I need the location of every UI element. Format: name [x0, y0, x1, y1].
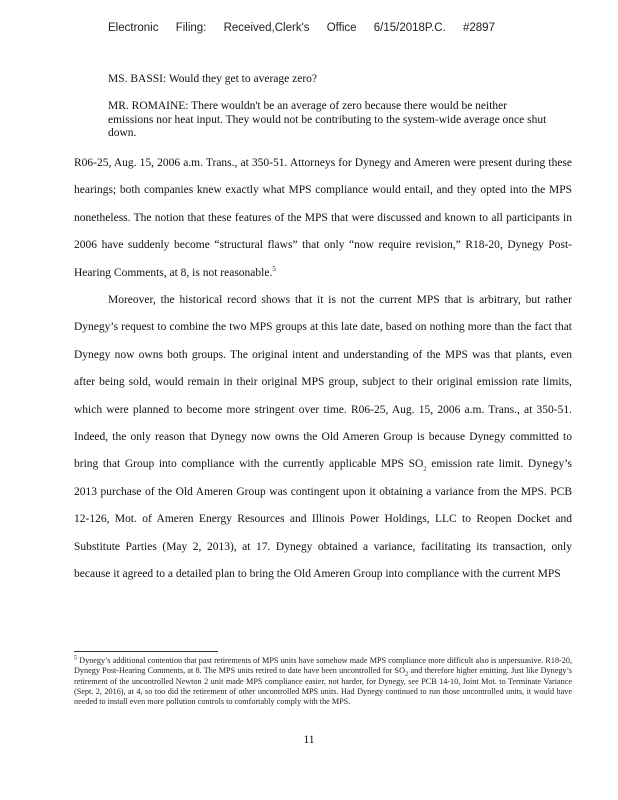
footnote-mark: 5	[74, 655, 77, 662]
footnote	[74, 656, 572, 707]
footnote-divider	[74, 651, 218, 652]
header-electronic: Electronic	[108, 22, 159, 34]
quote-bassi: MS. BASSI: Would they get to average zero?	[108, 73, 318, 85]
header-date: 6/15/2018P.C.	[373, 22, 446, 34]
paragraph-1	[74, 150, 572, 287]
paragraph-2	[74, 287, 572, 588]
header-office: Office	[326, 22, 357, 34]
footnote-ref[interactable]: 5	[272, 264, 276, 273]
paragraph-2-part2: emission rate limit. Dynegy’s 2013 purchase of the Old Ameren Group was contingent upon it obtaining a variance from the MPS. PCB 12-126, Mot. of Ameren Energy Resources and Illinois Power Holdings, LLC to Reopen Docket and Substitute Parties (May 2, 2013), at 17. Dynegy obtained a variance, facilitating its transaction, only because it agreed to a detailed plan to bring the Old Ameren Group into compliance with the current MPS	[74, 458, 572, 581]
header-filing: Filing:	[175, 22, 207, 34]
footnote-part1: Dynegy’s additional contention that past retirements of MPS units have somehow made MPS compliance more difficult also is unpersuasive. R18-20, Dynegy Post-Hearing Comments, at 8. The MPS units retired to date have been uncontrolled for SO	[74, 656, 572, 676]
paragraph-1-text: R06-25, Aug. 15, 2006 a.m. Trans., at 350-51. Attorneys for Dynegy and Ameren were present during these hearings; both companies knew exactly what MPS compliance would entail, and they opted into the MPS nonetheless. The notion that these features of the MPS that were discussed and known to all participants in 2006 have suddenly become “structural flaws” that only “now require revision,” R18-20, Dynegy Post-Hearing Comments, at 8, is not reasonable.	[74, 157, 572, 279]
footnote-part2: and therefore higher emitting. Just like Dynegy’s retirement of the uncontrolled Newton 2 unit made MPS compliance easier, not harder, for Dynegy, see PCB 14-10, Joint Mot. to Terminate Variance (Sept. 2, 2016), at 4, so too did the retirement of other uncontrolled MPS units. Had Dynegy continued to run those uncontrolled units, it would have needed to install even more pollution controls to comfortably comply with the MPS.	[74, 666, 572, 707]
header-number: #2897	[463, 22, 495, 34]
so2-subscript: 2	[423, 465, 427, 473]
filing-header	[108, 22, 509, 34]
header-received: Received,Clerk's	[223, 22, 310, 34]
footnote-so2-subscript: 2	[404, 670, 409, 678]
paragraph-2-part1: Moreover, the historical record shows that it is not the current MPS that is arbitrary, but rather Dynegy’s request to combine the two MPS groups at this late date, based on nothing more than the fact that Dynegy now owns both groups. The original intent and understanding of the MPS was that plants, even after being sold, would remain in their original MPS group, subject to their original emission rate limits, which were planned to become more stringent over time. R06-25, Aug. 15, 2006 a.m. Trans., at 350-51. Indeed, the only reason that Dynegy now owns the Old Ameren Group is because Dynegy committed to bring that Group into compliance with the currently applicable MPS SO	[74, 294, 572, 471]
page-number: 11	[303, 734, 315, 746]
quote-romaine: MR. ROMAINE: There wouldn't be an average of zero because there would be neither emissions nor heat input. They would not be contributing to the system-wide average once shut down.	[108, 100, 547, 139]
